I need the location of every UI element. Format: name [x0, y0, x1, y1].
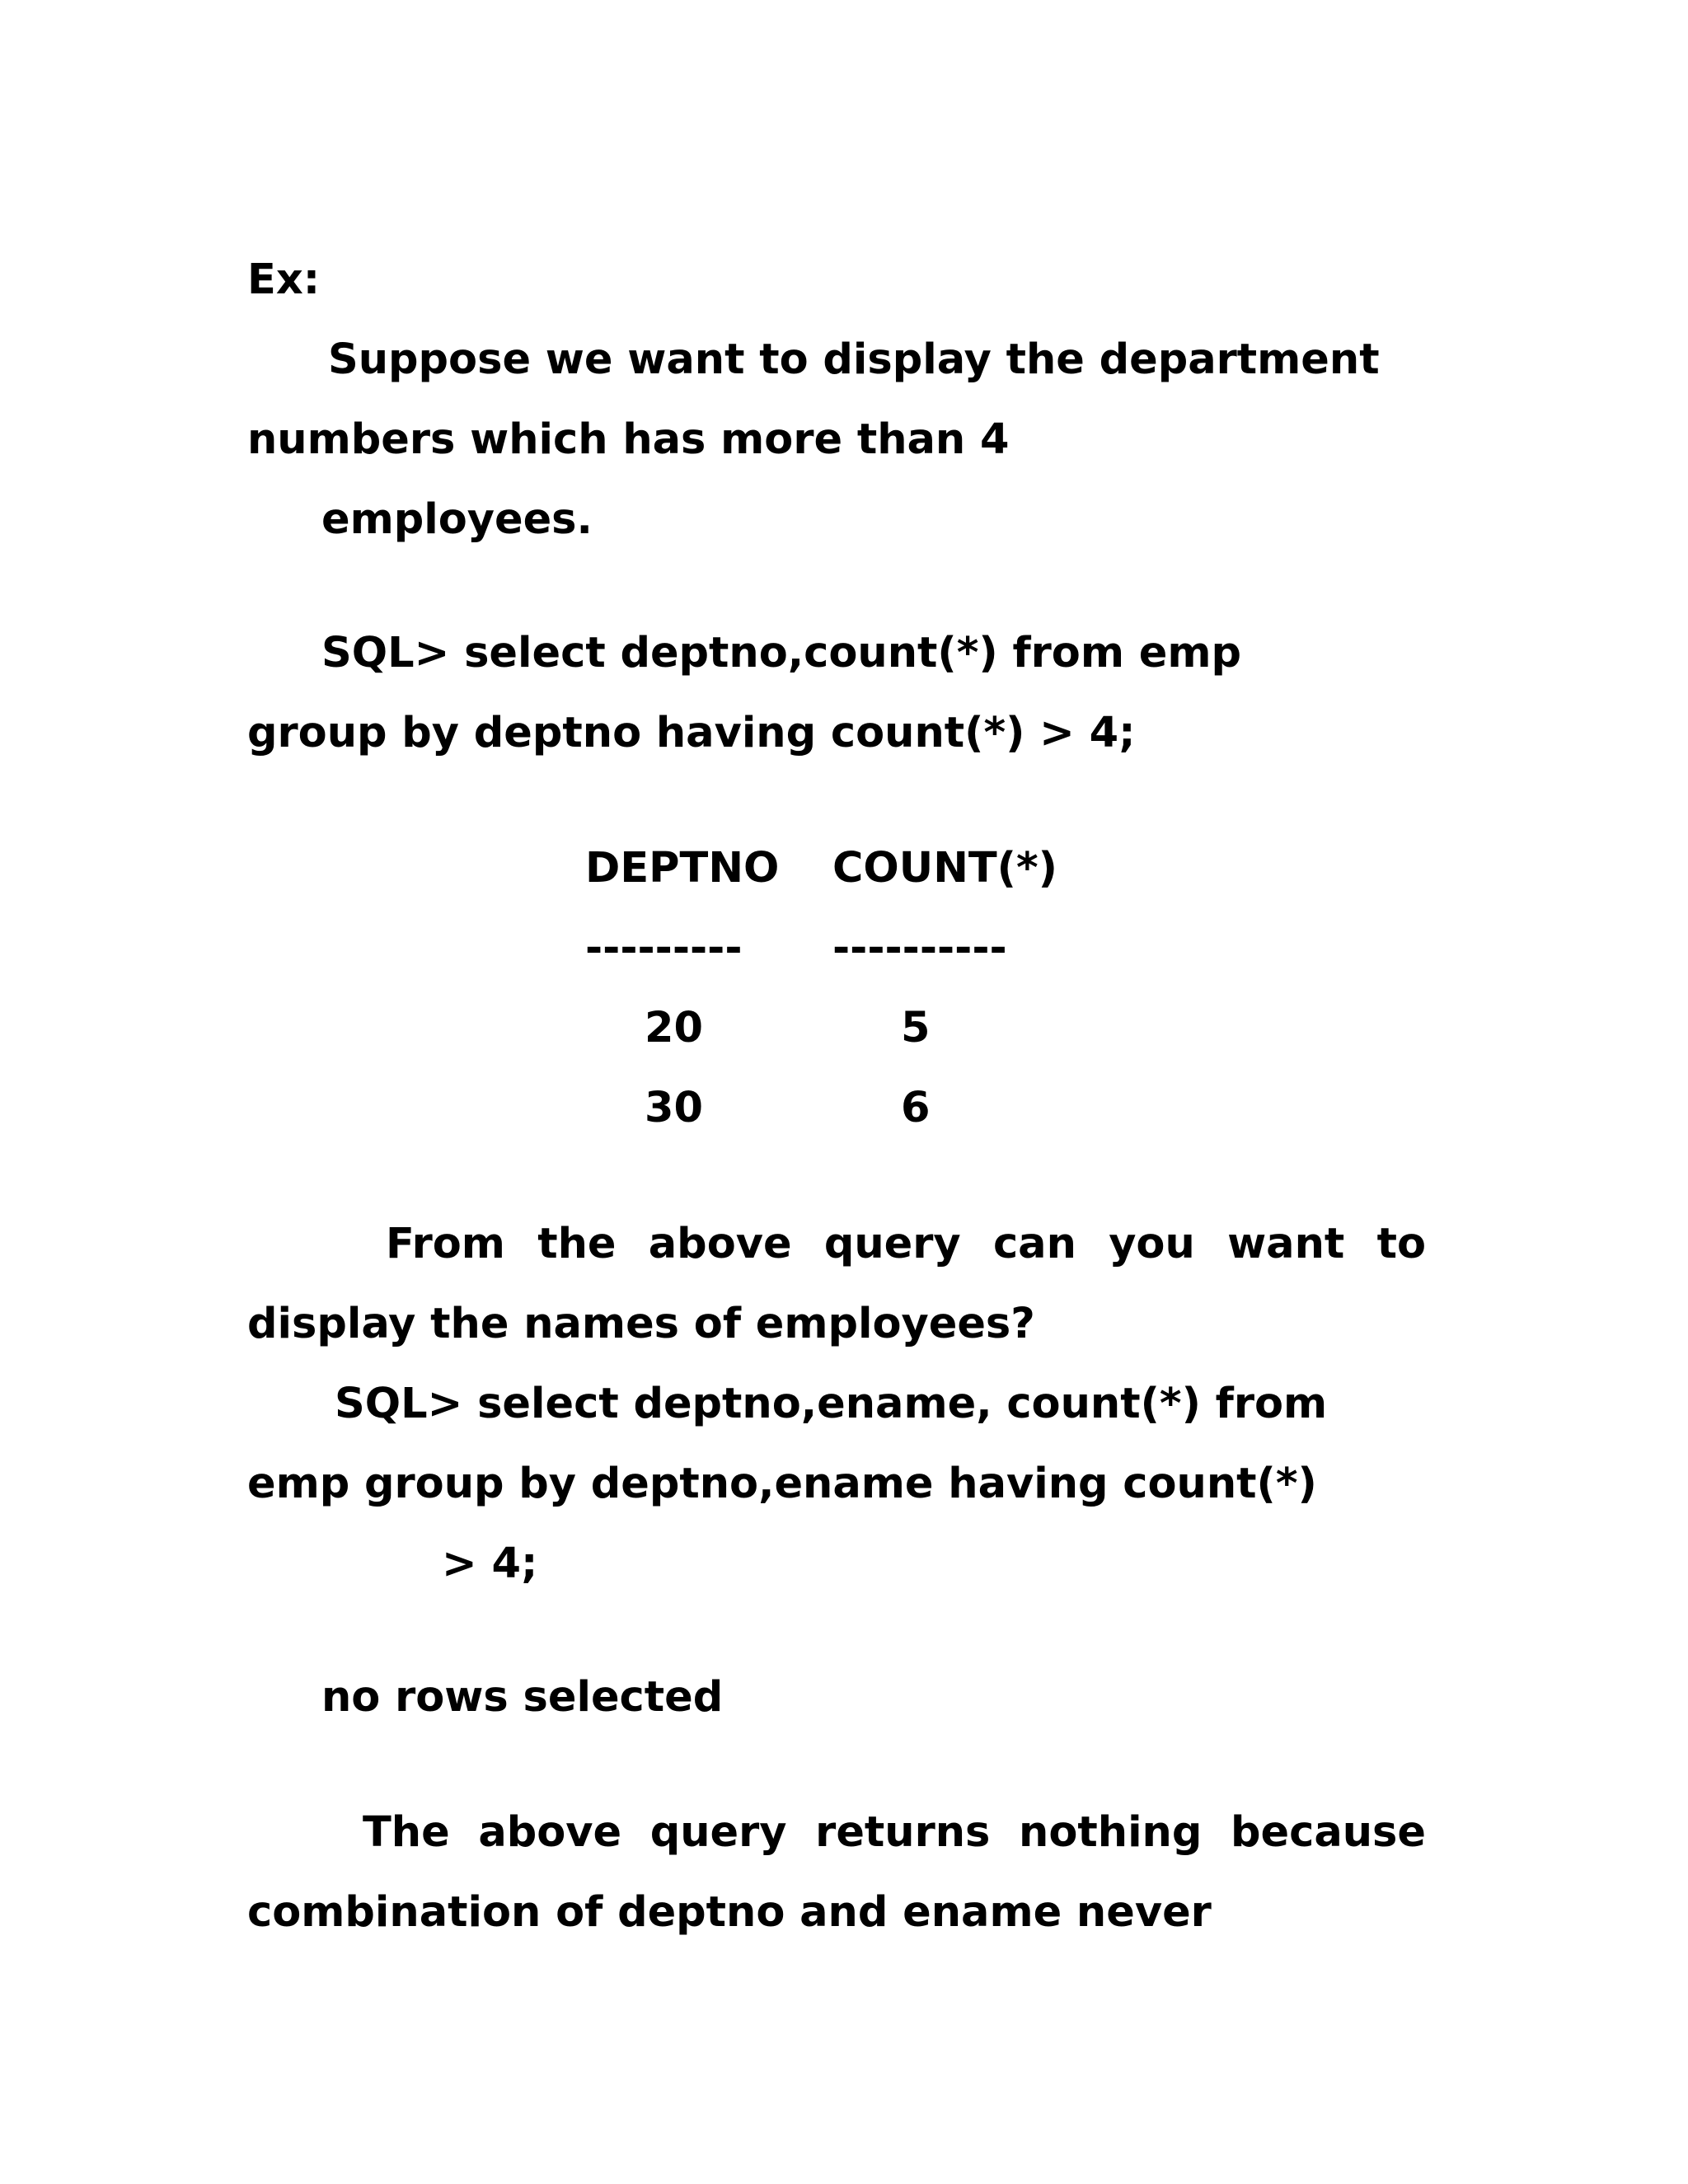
sql-query-2-line-2: emp group by deptno,ename having count(*): [247, 1460, 1317, 1508]
word: returns: [815, 1808, 991, 1857]
column-header-deptno: DEPTNO: [585, 844, 780, 893]
table-cell-count: 5: [901, 1004, 931, 1052]
paragraph-1-line-1: Suppose we want to display the department: [328, 335, 1380, 384]
separator-count: ----------: [832, 924, 1007, 972]
word: query: [823, 1220, 961, 1268]
paragraph-1-line-3: employees.: [321, 495, 593, 544]
example-label: Ex:: [247, 255, 321, 304]
word: want: [1227, 1220, 1345, 1268]
word: above: [478, 1808, 622, 1857]
paragraph-3-line-1: [363, 1808, 1426, 1858]
paragraph-3-line-2: combination of deptno and ename never: [247, 1888, 1212, 1937]
word: query: [649, 1808, 787, 1857]
no-rows-message: no rows selected: [321, 1673, 724, 1722]
word: the: [537, 1220, 617, 1268]
column-header-count: COUNT(*): [832, 844, 1057, 893]
table-cell-count: 6: [901, 1084, 931, 1132]
sql-query-1-line-2: group by deptno having count(*) > 4;: [247, 709, 1136, 757]
paragraph-1-line-2: numbers which has more than 4: [247, 415, 1010, 464]
word: because: [1231, 1808, 1426, 1857]
word: can: [992, 1220, 1076, 1268]
paragraph-2-line-2: display the names of employees?: [247, 1300, 1035, 1348]
table-cell-deptno: 20: [645, 1004, 703, 1052]
sql-query-2-line-3: > 4;: [442, 1540, 538, 1588]
word: you: [1109, 1220, 1195, 1268]
word: The: [363, 1808, 450, 1857]
word: to: [1376, 1220, 1426, 1268]
word: nothing: [1019, 1808, 1203, 1857]
sql-query-2-line-1: SQL> select deptno,ename, count(*) from: [335, 1380, 1328, 1428]
paragraph-2-line-1: [386, 1220, 1426, 1269]
word: From: [386, 1220, 505, 1268]
sql-query-1-line-1: SQL> select deptno,count(*) from emp: [321, 629, 1241, 677]
table-cell-deptno: 30: [645, 1084, 703, 1132]
word: above: [648, 1220, 792, 1268]
separator-deptno: ---------: [585, 924, 743, 972]
